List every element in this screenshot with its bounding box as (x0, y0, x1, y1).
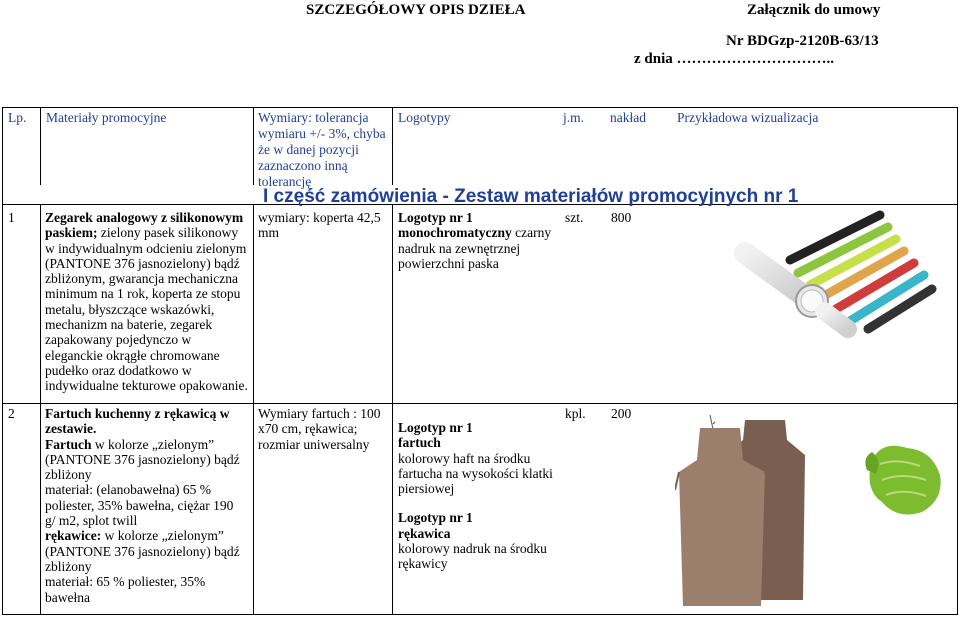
document-title: SZCZEGÓŁOWY OPIS DZIEŁA (306, 2, 526, 18)
col-line (392, 205, 393, 615)
col-header-dims: Wymiary: tolerancja wymiaru +/- 3%, chyba że w danej pozycji zaznaczono inną tolerancję (258, 110, 386, 189)
row1-description (45, 210, 250, 394)
table-right-border (957, 107, 958, 615)
row1-dims: wymiary: koperta 42,5 mm (258, 210, 381, 241)
table-bottom-border (2, 614, 957, 615)
row2-logo (398, 420, 558, 572)
col-header-logos: Logotypy (398, 110, 451, 125)
col-line (40, 205, 41, 615)
row1-logo (398, 210, 558, 271)
col-header-materials: Materiały promocyjne (46, 110, 167, 125)
row2-apron-color: w kolorze „zielonym” (PANTONE 376 jasnozielony) bądź zbliżony (45, 436, 240, 483)
col-header-quantity: nakład (610, 110, 646, 125)
col-line (253, 205, 254, 615)
row1-name: Zegarek analogowy z silikonowym paskiem; (45, 210, 244, 241)
row2-qty: 200 (611, 406, 632, 421)
row2-logo1-item: fartuch (398, 435, 441, 451)
row2-logo2-desc: kolorowy nadruk na środku rękawicy (398, 541, 547, 572)
row2-logo2-item: rękawica (398, 525, 451, 541)
col-line (392, 107, 393, 185)
glove-image (862, 440, 952, 520)
row1-lp: 1 (8, 210, 15, 225)
row-separator (2, 403, 957, 404)
col-line (40, 107, 41, 185)
row2-description (45, 406, 245, 605)
table-top-border (2, 107, 957, 108)
col-header-unit: j.m. (563, 110, 585, 125)
row1-unit: szt. (565, 210, 584, 225)
row2-apron-label: Fartuch (45, 436, 92, 452)
table-left-border (2, 107, 3, 615)
row1-logo-bold: monochromatyczny (398, 225, 512, 241)
col-header-visual: Przykładowa wizualizacja (677, 110, 819, 125)
annex-label: Załącznik do umowy (747, 2, 881, 18)
row1-logo-title: Logotyp nr 1 (398, 210, 473, 225)
row2-lp: 2 (8, 406, 15, 421)
col-header-lp: Lp. (8, 110, 27, 125)
apron-image (675, 410, 865, 610)
row2-logo1-desc: kolorowy haft na środku fartucha na wysokości klatki piersiowej (398, 450, 553, 497)
date-line: z dnia ………………………….. (634, 51, 835, 67)
contract-number: Nr BDGzp-2120B-63/13 (726, 33, 879, 49)
row1-logo-rest: czarny nadruk na zewnętrznej powierzchni paska (398, 225, 552, 271)
row2-apron-material: materiał: (elanobawełna) 65 % poliester, 35% bawełna, ciężar 190 g/ m2, splot twill (45, 482, 234, 529)
watch-image (730, 205, 959, 345)
row2-glove-color: w kolorze „zielonym” (PANTONE 376 jasnozielony) bądź zbliżony (45, 528, 240, 574)
section-title: I część zamówienia - Zestaw materiałów promocyjnych nr 1 (263, 186, 799, 207)
row2-dims: Wymiary fartuch : 100 x70 cm, rękawica; rozmiar uniwersalny (258, 406, 381, 452)
row2-glove-material: materiał: 65 % poliester, 35% bawełna (45, 574, 206, 605)
row1-desc: zielony pasek silikonowy w indywidualnym odcieniu zielonym (PANTONE 376 jasnozielony) bądź zbliżonym, gwarancja mechaniczna minimum na 1 rok, koperta ze stopu metalu, błyszczące wskazówki, mechanizm na baterie, zegarek zapakowany pojedynczo w eleganckie okrągłe chromowane pudełko oraz dodatkowo w indywidualne tekturowe opakowanie. (45, 225, 248, 394)
row2-unit: kpl. (565, 406, 586, 421)
row2-logo2-title: Logotyp nr 1 (398, 510, 473, 526)
row2-glove-label: rękawice: (45, 528, 102, 544)
col-line (253, 107, 254, 185)
row2-name: Fartuch kuchenny z rękawicą w zestawie. (45, 406, 230, 437)
row2-logo1-title: Logotyp nr 1 (398, 420, 473, 435)
row1-qty: 800 (611, 210, 632, 225)
